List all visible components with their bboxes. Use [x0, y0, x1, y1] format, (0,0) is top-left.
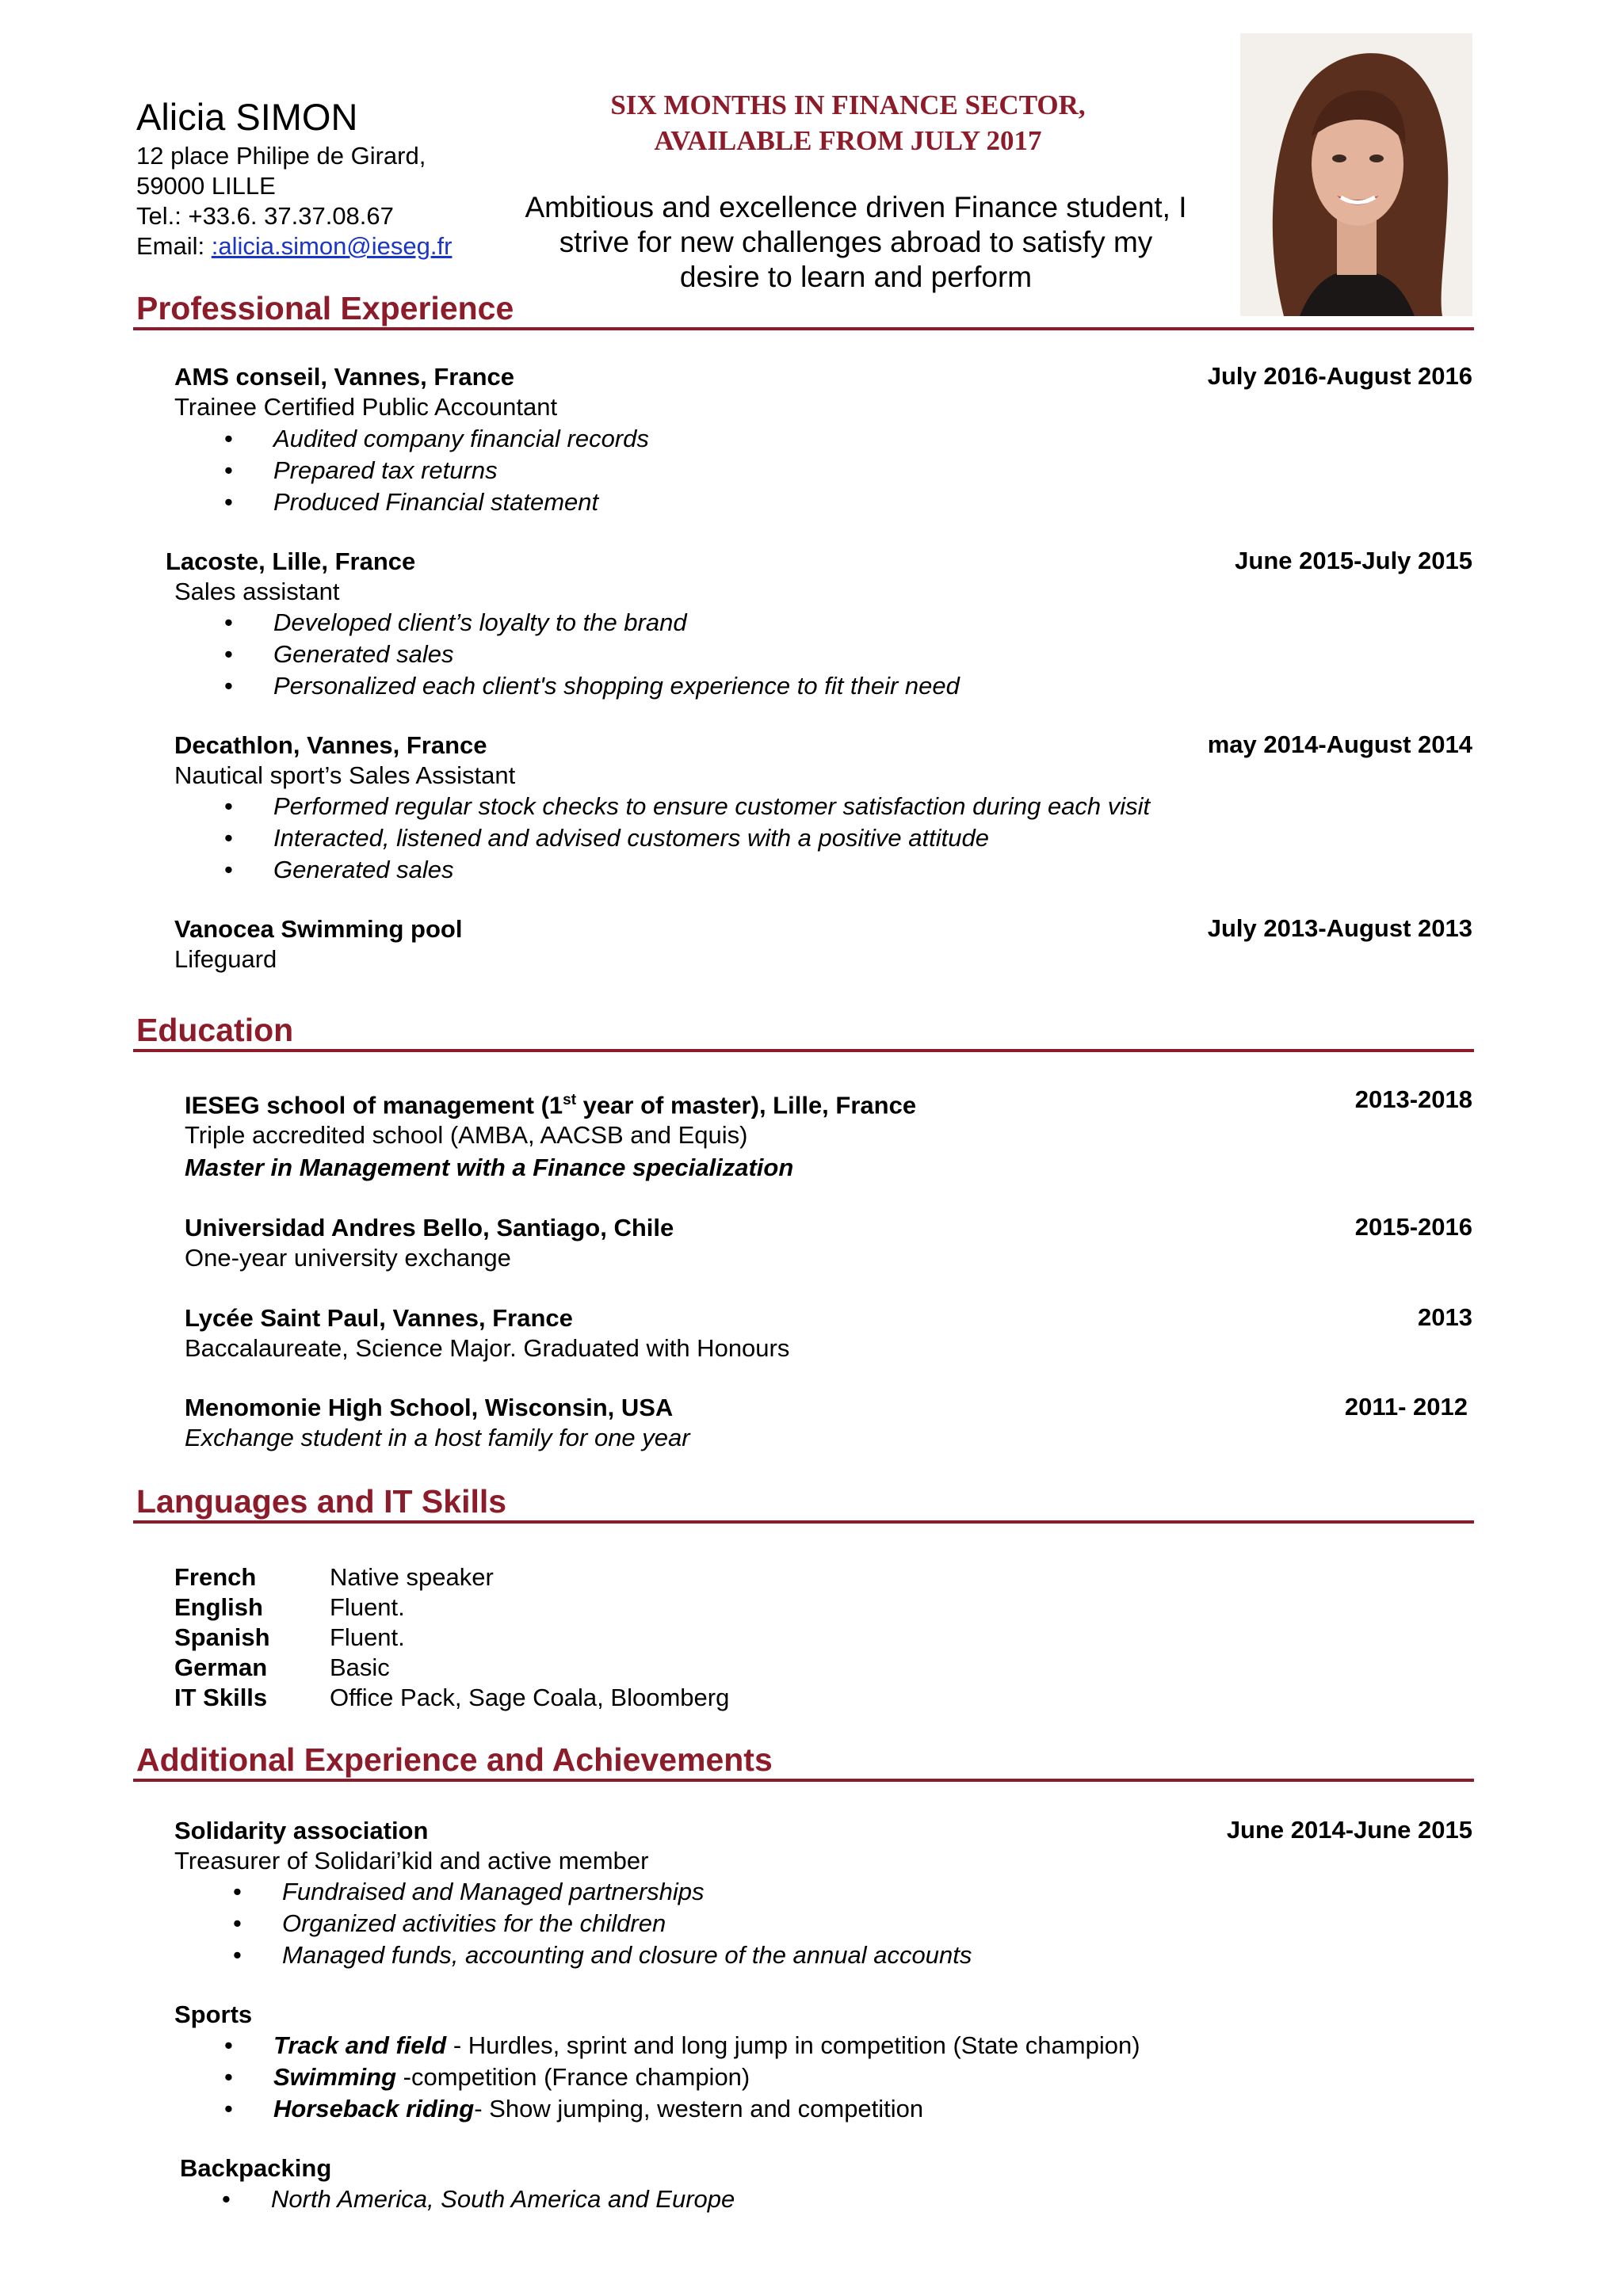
- language-name: English: [174, 1593, 263, 1621]
- school-name-text: year of master), Lille, France: [576, 1091, 917, 1119]
- school-name-sup: st: [563, 1092, 577, 1108]
- section-title-professional: Professional Experience: [136, 290, 514, 326]
- list-item: [174, 1653, 729, 1683]
- job-company: Lacoste, Lille, France: [166, 547, 416, 575]
- job-role: Nautical sport’s Sales Assistant: [174, 761, 516, 789]
- job-bullets: [273, 607, 960, 702]
- school-name: [185, 1085, 916, 1120]
- list-item: [273, 2030, 1140, 2061]
- list-item: • Performed regular stock checks to ensure customer satisfaction during each visit: [273, 791, 1150, 822]
- headline-line-1: SIX MONTHS IN FINANCE SECTOR,: [610, 90, 1086, 120]
- list-item: • Fundraised and Managed partnerships: [282, 1876, 972, 1908]
- job-dates: July 2013-August 2013: [1207, 914, 1472, 942]
- profile-summary: [491, 190, 1220, 295]
- sports-title: Sports: [174, 2000, 253, 2028]
- section-title-additional: Additional Experience and Achievements: [136, 1741, 773, 1778]
- job-dates: June 2015-July 2015: [1235, 547, 1472, 574]
- section-divider: [133, 1049, 1474, 1052]
- language-name: Spanish: [174, 1623, 270, 1651]
- language-list: [174, 1562, 729, 1713]
- section-divider: [133, 327, 1474, 330]
- section-divider: [133, 1520, 1474, 1524]
- sport-name: Horseback riding: [273, 2095, 475, 2122]
- sport-detail: -competition (France champion): [396, 2063, 750, 2091]
- section-title-education: Education: [136, 1012, 294, 1048]
- list-item: [273, 2093, 1140, 2125]
- list-item: • Interacted, listened and advised customers with a positive attitude: [273, 822, 1150, 854]
- summary-line-1: Ambitious and excellence driven Finance student, I: [525, 191, 1187, 223]
- list-item: • Developed client’s loyalty to the brand: [273, 607, 960, 639]
- list-item: [174, 1592, 729, 1623]
- summary-line-2: strive for new challenges abroad to satisfy my: [559, 226, 1153, 258]
- list-item: • Generated sales: [273, 639, 960, 670]
- job-dates: July 2016-August 2016: [1207, 362, 1472, 390]
- list-item: • Generated sales: [273, 854, 1150, 886]
- activity-bullets: [282, 1876, 972, 1971]
- job-role: Trainee Certified Public Accountant: [174, 393, 558, 421]
- address-line-2: 59000 LILLE: [136, 172, 276, 200]
- list-item: [174, 1562, 729, 1592]
- school-detail: One-year university exchange: [185, 1244, 511, 1272]
- email-row: [136, 231, 452, 261]
- list-item: • Personalized each client's shopping experience to fit their need: [273, 670, 960, 702]
- job-company: AMS conseil, Vannes, France: [174, 363, 514, 391]
- address-line-1: 12 place Philipe de Girard,: [136, 142, 426, 170]
- school-detail: Exchange student in a host family for one year: [185, 1424, 690, 1451]
- job-role: Lifeguard: [174, 945, 277, 973]
- list-item: • Organized activities for the children: [282, 1908, 972, 1939]
- job-bullets: [273, 423, 649, 518]
- summary-line-3: desire to learn and perform: [679, 261, 1033, 293]
- phone: Tel.: +33.6. 37.37.08.67: [136, 202, 394, 230]
- sports-bullets: [273, 2030, 1140, 2125]
- school-name: Lycée Saint Paul, Vannes, France: [185, 1304, 573, 1332]
- language-level: Basic: [330, 1653, 390, 1681]
- school-detail: Baccalaureate, Science Major. Graduated with Honours: [185, 1334, 790, 1362]
- section-title-languages: Languages and IT Skills: [136, 1483, 507, 1520]
- language-level: Fluent.: [330, 1593, 405, 1621]
- email-link[interactable]: :alicia.simon@ieseg.fr: [211, 232, 453, 260]
- school-dates: 2013: [1418, 1303, 1472, 1331]
- language-name: German: [174, 1653, 268, 1681]
- school-dates: 2011- 2012: [1344, 1393, 1468, 1421]
- headline-line-2: AVAILABLE FROM JULY 2017: [654, 125, 1042, 156]
- language-level: Fluent.: [330, 1623, 405, 1651]
- candidate-name: Alicia SIMON: [136, 96, 358, 138]
- list-item: • Prepared tax returns: [273, 455, 649, 486]
- language-level: Office Pack, Sage Coala, Bloomberg: [330, 1684, 730, 1711]
- language-level: Native speaker: [330, 1563, 494, 1591]
- job-company: Vanocea Swimming pool: [174, 915, 463, 943]
- list-item: [273, 2061, 1140, 2093]
- sport-name: Track and field: [273, 2031, 447, 2059]
- sport-name: Swimming: [273, 2063, 397, 2091]
- school-dates: 2015-2016: [1354, 1213, 1472, 1241]
- school-degree: Master in Management with a Finance specialization: [185, 1154, 794, 1181]
- contact-block: [136, 141, 452, 261]
- activity-name: Solidarity association: [174, 1817, 429, 1844]
- job-company: Decathlon, Vannes, France: [174, 731, 487, 759]
- activity-role: Treasurer of Solidari’kid and active member: [174, 1847, 649, 1875]
- list-item: • Managed funds, accounting and closure of the annual accounts: [282, 1939, 972, 1971]
- list-item: • Audited company financial records: [273, 423, 649, 455]
- job-role: Sales assistant: [174, 578, 340, 605]
- job-dates: may 2014-August 2014: [1207, 730, 1472, 758]
- list-item: [174, 1683, 729, 1713]
- school-name: Universidad Andres Bello, Santiago, Chile: [185, 1214, 674, 1241]
- email-label: Email:: [136, 232, 212, 260]
- list-item: [174, 1623, 729, 1653]
- sport-detail: - Show jumping, western and competition: [474, 2095, 924, 2122]
- section-divider: [133, 1779, 1474, 1782]
- language-name: French: [174, 1563, 257, 1591]
- job-bullets: [273, 791, 1150, 886]
- list-item: • Produced Financial statement: [273, 486, 649, 518]
- school-name-text: IESEG school of management (1: [185, 1091, 563, 1119]
- availability-headline: [460, 87, 1236, 158]
- language-name: IT Skills: [174, 1684, 268, 1711]
- school-name: Menomonie High School, Wisconsin, USA: [185, 1394, 674, 1421]
- backpacking-bullets: [271, 2183, 735, 2215]
- profile-photo: [1240, 33, 1472, 316]
- activity-dates: June 2014-June 2015: [1226, 1816, 1472, 1844]
- school-dates: 2013-2018: [1354, 1085, 1472, 1113]
- portrait-image: [1240, 33, 1472, 316]
- list-item: • North America, South America and Europe: [271, 2183, 735, 2215]
- sport-detail: - Hurdles, sprint and long jump in competition (State champion): [446, 2031, 1140, 2059]
- school-detail: Triple accredited school (AMBA, AACSB and Equis): [185, 1121, 748, 1149]
- backpacking-title: Backpacking: [180, 2154, 332, 2182]
